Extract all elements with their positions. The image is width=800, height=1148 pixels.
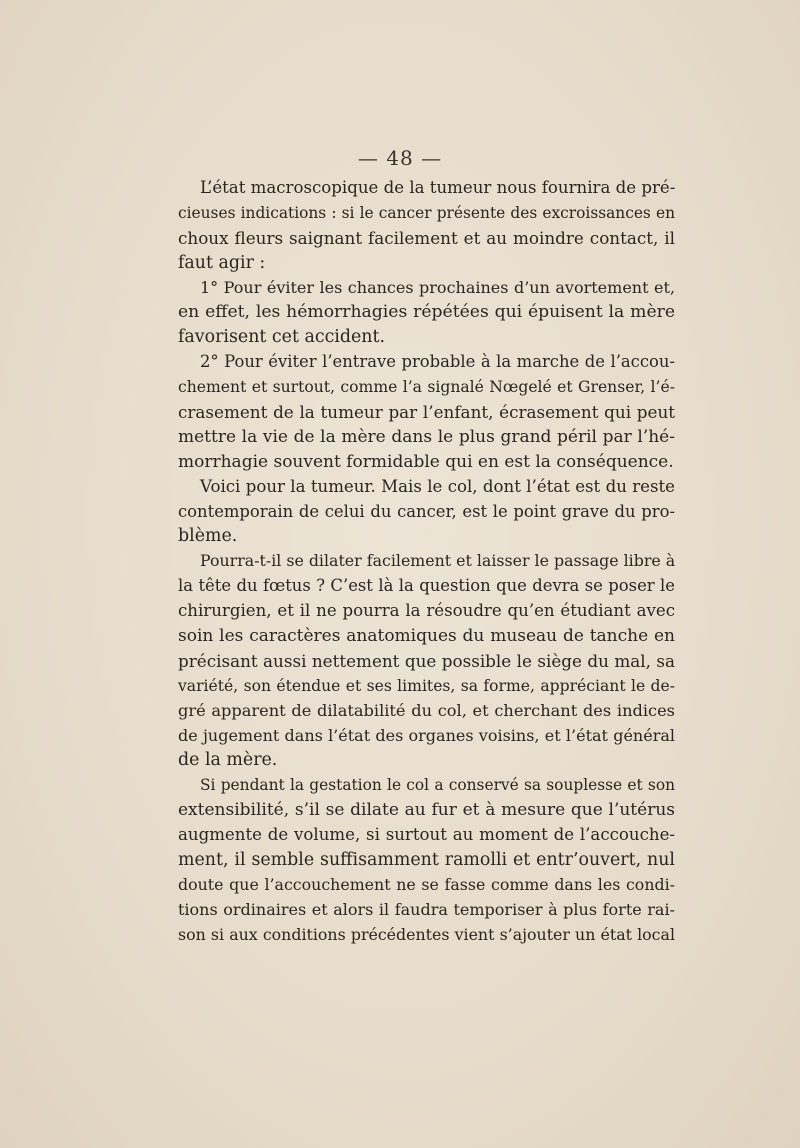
text-line: Pourra-t-il se dilater facilement et laisser le passage libre à <box>200 551 676 571</box>
text-line: L’état macroscopique de la tumeur nous fournira de pré- <box>200 178 676 197</box>
text-line: morrhagie souvent formidable qui en est la conséquence. <box>178 451 674 472</box>
text-line: de jugement dans l’état des organes voisins, et l’état général <box>178 725 675 745</box>
text-line: précisant aussi nettement que possible le siège du mal, sa <box>178 650 675 671</box>
text-line: ment, il semble suffisamment ramolli et entr’ouvert, nul <box>178 850 675 871</box>
text-line: tions ordinaires et alors il faudra temporiser à plus forte rai- <box>178 899 675 919</box>
text-line: cieuses indications : si le cancer présente des excroissances en <box>178 203 675 222</box>
text-line: de la mère. <box>178 750 278 771</box>
text-line: variété, son étendue et ses limites, sa forme, appréciant le de- <box>178 676 675 695</box>
text-line: faut agir : <box>178 252 266 273</box>
text-line: chement et surtout, comme l’a signalé Nœgelé et Grenser, l’é- <box>178 378 675 397</box>
page-number: — 48 — <box>357 146 443 170</box>
text-line: extensibilité, s’il se dilate au fur et à mesure que l’utérus <box>178 800 675 821</box>
text-line: chirurgien, et il ne pourra la résoudre qu’en étudiant avec <box>178 601 675 621</box>
text-line: contemporain de celui du cancer, est le point grave du pro- <box>178 501 675 521</box>
text-line: mettre la vie de la mère dans le plus grand péril par l’hé- <box>178 426 675 447</box>
text-line: favorisent cet accident. <box>178 327 386 348</box>
text-line: Voici pour la tumeur. Mais le col, dont l’état est du reste <box>200 476 675 496</box>
body-text <box>178 176 675 948</box>
text-line: blème. <box>178 526 238 547</box>
text-line: augmente de volume, si surtout au moment de l’accouche- <box>178 825 675 845</box>
text-line: crasement de la tumeur par l’enfant, écrasement qui peut <box>178 402 675 423</box>
text-line: en effet, les hémorrhagies répétées qui épuisent la mère <box>178 302 675 323</box>
text-line: choux fleurs saignant facilement et au moindre contact, il <box>178 227 675 248</box>
text-line: 2° Pour éviter l’entrave probable à la marche de l’accou- <box>200 352 675 372</box>
text-line: 1° Pour éviter les chances prochaines d’un avortement et, <box>200 277 675 297</box>
text-line: son si aux conditions précédentes vient s’ajouter un état local <box>178 924 675 944</box>
text-line: la tête du fœtus ? C’est là la question que devra se poser le <box>178 576 675 596</box>
text-line: gré apparent de dilatabilité du col, et cherchant des indices <box>178 700 675 720</box>
text-line: soin les caractères anatomiques du museau de tanche en <box>178 626 675 647</box>
text-line: Si pendant la gestation le col a conservé sa souplesse et son <box>200 776 675 795</box>
text-line: doute que l’accouchement ne se fasse comme dans les condi- <box>178 874 675 894</box>
